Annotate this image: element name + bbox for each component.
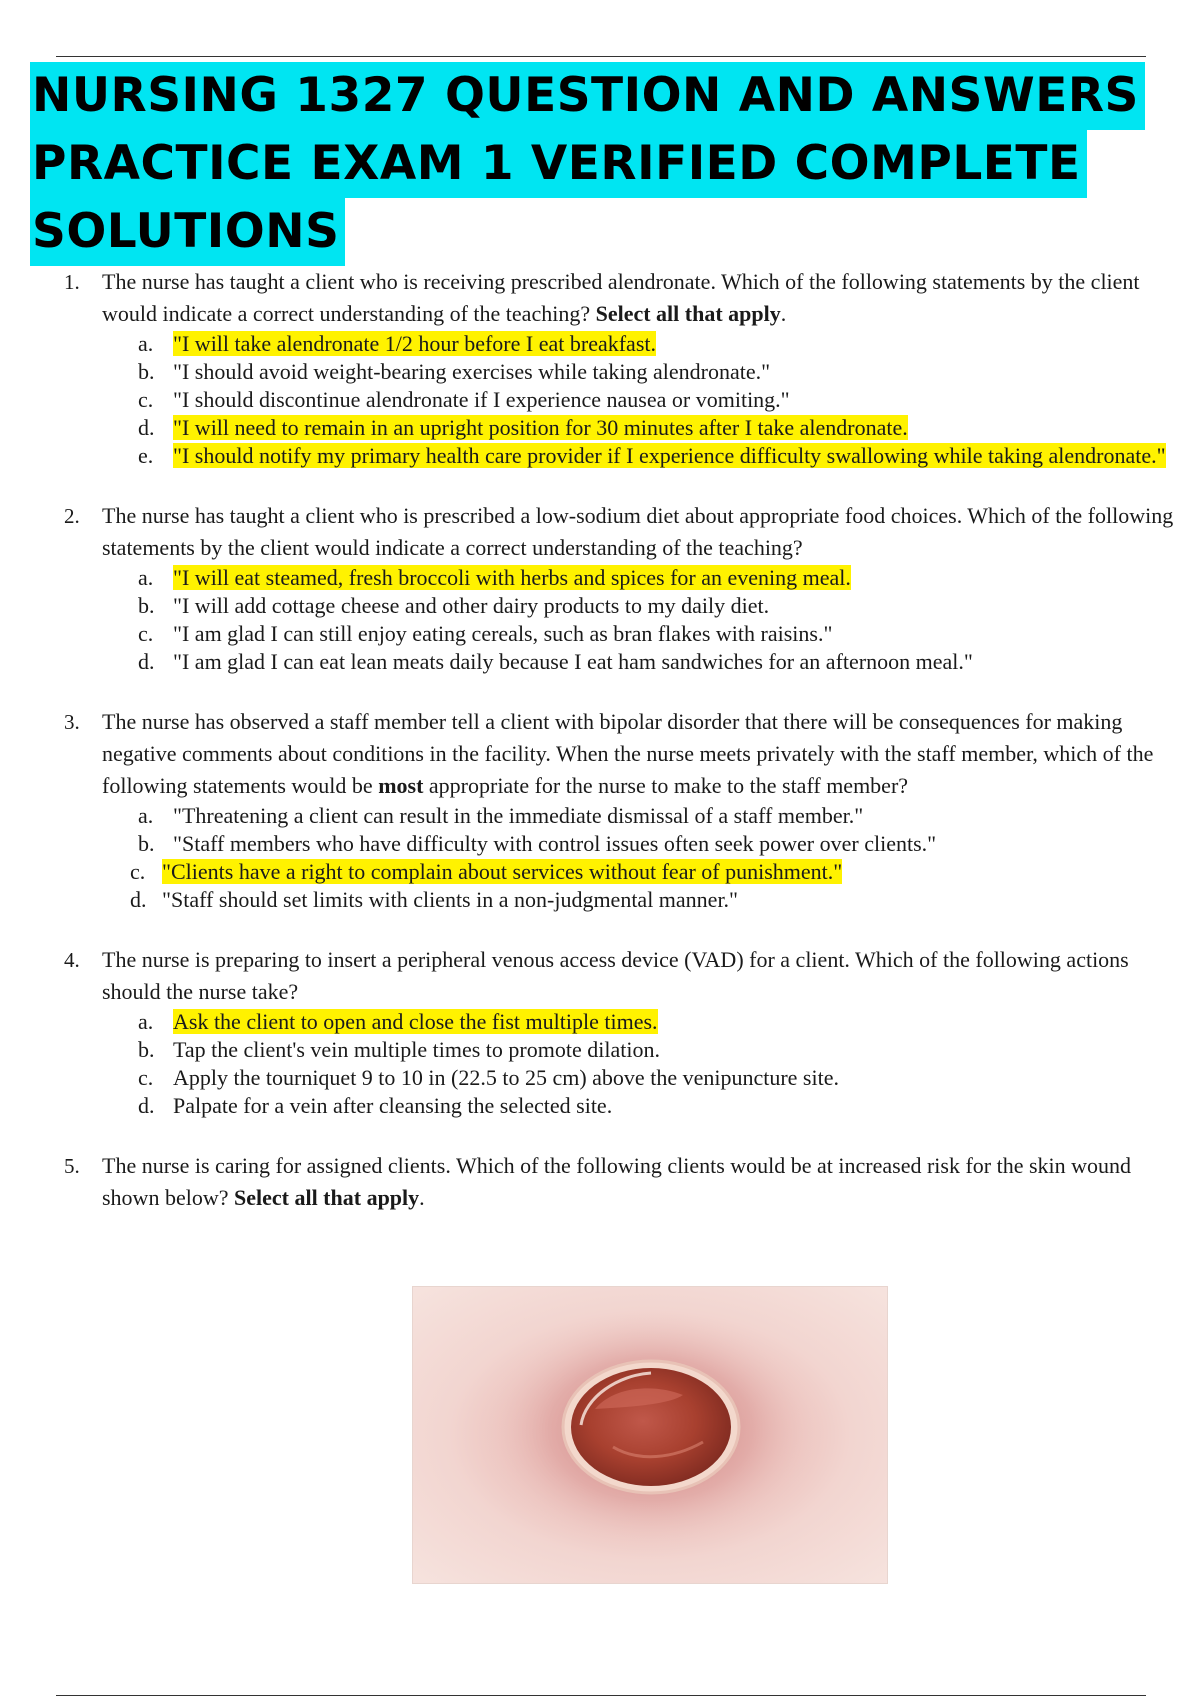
- question-number: 1.: [64, 270, 80, 294]
- question-5: [58, 1150, 1176, 1214]
- question-emphasis: most: [378, 773, 424, 798]
- option-letter: d.: [130, 887, 147, 912]
- answer-option: [58, 414, 1176, 442]
- option-letter: d.: [138, 1093, 155, 1118]
- option-text: Tap the client's vein multiple times to promote dilation.: [173, 1037, 660, 1062]
- question-2: [58, 500, 1176, 676]
- option-text: Apply the tourniquet 9 to 10 in (22.5 to 25 cm) above the venipuncture site.: [173, 1065, 839, 1090]
- question-number: 3.: [64, 710, 80, 734]
- answer-option: [58, 1092, 1176, 1120]
- answer-option: [58, 1064, 1176, 1092]
- answer-option: [58, 386, 1176, 414]
- question-list: [58, 266, 1176, 1244]
- correct-answer-highlight: Ask the client to open and close the fist multiple times.: [173, 1009, 658, 1034]
- question-emphasis: Select all that apply: [233, 1185, 420, 1210]
- answer-option: [58, 858, 1176, 886]
- option-letter: b.: [138, 359, 155, 384]
- title-line-1: NURSING 1327 QUESTION AND ANSWERS: [30, 62, 1145, 130]
- wound-figure: [412, 1286, 888, 1584]
- answer-option: [58, 648, 1176, 676]
- question-number: 4.: [64, 948, 80, 972]
- answer-options: [58, 564, 1176, 676]
- answer-option: [58, 830, 1176, 858]
- question-text-part: The nurse has observed a staff member tell a client with bipolar disorder that there will be consequences for making negative comments about conditions in the facility. When the nurse meets privately with the staff member, which of the following statements would be: [102, 709, 1154, 798]
- option-letter: a.: [138, 565, 154, 590]
- option-letter: a.: [138, 803, 154, 828]
- option-text-highlighted: [162, 858, 1176, 886]
- answer-option: [58, 620, 1176, 648]
- answer-option: [58, 886, 1176, 914]
- option-text-highlighted: [173, 414, 1176, 442]
- option-letter: e.: [138, 443, 154, 468]
- question-number: 5.: [64, 1154, 80, 1178]
- skin-wound-illustration-icon: [413, 1287, 887, 1583]
- option-text-highlighted: [173, 564, 1176, 592]
- answer-option: [58, 1008, 1176, 1036]
- answer-option: [58, 358, 1176, 386]
- question-text: [102, 944, 1176, 1008]
- question-text: [102, 706, 1176, 802]
- question-number: 2.: [64, 504, 80, 528]
- question-text: [102, 500, 1176, 564]
- option-text: "I will add cottage cheese and other dairy products to my daily diet.: [173, 593, 770, 618]
- option-text: "Threatening a client can result in the immediate dismissal of a staff member.": [173, 803, 864, 828]
- title-line-2: PRACTICE EXAM 1 VERIFIED COMPLETE: [30, 130, 1087, 198]
- answer-option: [58, 802, 1176, 830]
- option-letter: a.: [138, 331, 154, 356]
- question-text-part: appropriate for the nurse to make to the staff member?: [423, 773, 909, 798]
- correct-answer-highlight: "I will eat steamed, fresh broccoli with herbs and spices for an evening meal.: [173, 565, 851, 590]
- option-text: "I should discontinue alendronate if I experience nausea or vomiting.": [173, 387, 790, 412]
- option-text: Palpate for a vein after cleansing the selected site.: [173, 1093, 613, 1118]
- option-letter: c.: [138, 387, 154, 412]
- answer-option: [58, 330, 1176, 358]
- option-letter: c.: [130, 859, 146, 884]
- option-text-highlighted: [173, 330, 1176, 358]
- option-letter: b.: [138, 831, 155, 856]
- question-text-part: .: [419, 1185, 425, 1210]
- title-line-3: SOLUTIONS: [30, 198, 345, 266]
- option-letter: c.: [138, 1065, 154, 1090]
- option-text: "Staff should set limits with clients in a non-judgmental manner.": [162, 887, 739, 912]
- option-text-highlighted: [173, 1008, 1176, 1036]
- answer-options: [58, 1008, 1176, 1120]
- question-4: [58, 944, 1176, 1120]
- question-text: [102, 266, 1176, 330]
- correct-answer-highlight: "I will need to remain in an upright position for 30 minutes after I take alendronate.: [173, 415, 908, 440]
- document-title: [30, 62, 1170, 266]
- bottom-rule: [56, 1695, 1146, 1696]
- correct-answer-highlight: "I will take alendronate 1/2 hour before I eat breakfast.: [173, 331, 656, 356]
- option-text: "I should avoid weight-bearing exercises while taking alendronate.": [173, 359, 771, 384]
- option-text: "I am glad I can still enjoy eating cereals, such as bran flakes with raisins.": [173, 621, 833, 646]
- option-text: "I am glad I can eat lean meats daily because I eat ham sandwiches for an afternoon meal.": [173, 649, 973, 674]
- option-letter: d.: [138, 415, 155, 440]
- answer-options: [58, 802, 1176, 914]
- option-text: "Staff members who have difficulty with control issues often seek power over clients.": [173, 831, 937, 856]
- question-1: [58, 266, 1176, 470]
- option-letter: b.: [138, 1037, 155, 1062]
- question-text-part: The nurse has taught a client who is receiving prescribed alendronate. Which of the following statements by the client would indicate a correct understanding of the teaching?: [102, 269, 1140, 326]
- correct-answer-highlight: "I should notify my primary health care provider if I experience difficulty swallowing while taking alendronate.": [173, 443, 1166, 468]
- question-3: [58, 706, 1176, 914]
- option-letter: a.: [138, 1009, 154, 1034]
- question-text-part: The nurse is caring for assigned clients. Which of the following clients would be at increased risk for the skin wound shown below?: [102, 1153, 1132, 1210]
- option-letter: d.: [138, 649, 155, 674]
- answer-options: [58, 330, 1176, 470]
- question-text-part: The nurse has taught a client who is prescribed a low-sodium diet about appropriate food choices. Which of the following statements by the client would indicate a correct understanding of the teaching?: [102, 503, 1174, 560]
- answer-option: [58, 564, 1176, 592]
- answer-option: [58, 1036, 1176, 1064]
- option-letter: b.: [138, 593, 155, 618]
- answer-option: [58, 592, 1176, 620]
- option-letter: c.: [138, 621, 154, 646]
- question-text: [102, 1150, 1176, 1214]
- question-emphasis: Select all that apply: [595, 301, 781, 326]
- top-rule: [56, 56, 1146, 57]
- option-text-highlighted: [173, 442, 1176, 470]
- answer-option: [58, 442, 1176, 470]
- correct-answer-highlight: "Clients have a right to complain about services without fear of punishment.": [162, 859, 843, 884]
- question-text-part: The nurse is preparing to insert a peripheral venous access device (VAD) for a client. Which of the following actions should the nurse take?: [102, 947, 1129, 1004]
- question-text-part: .: [780, 301, 787, 326]
